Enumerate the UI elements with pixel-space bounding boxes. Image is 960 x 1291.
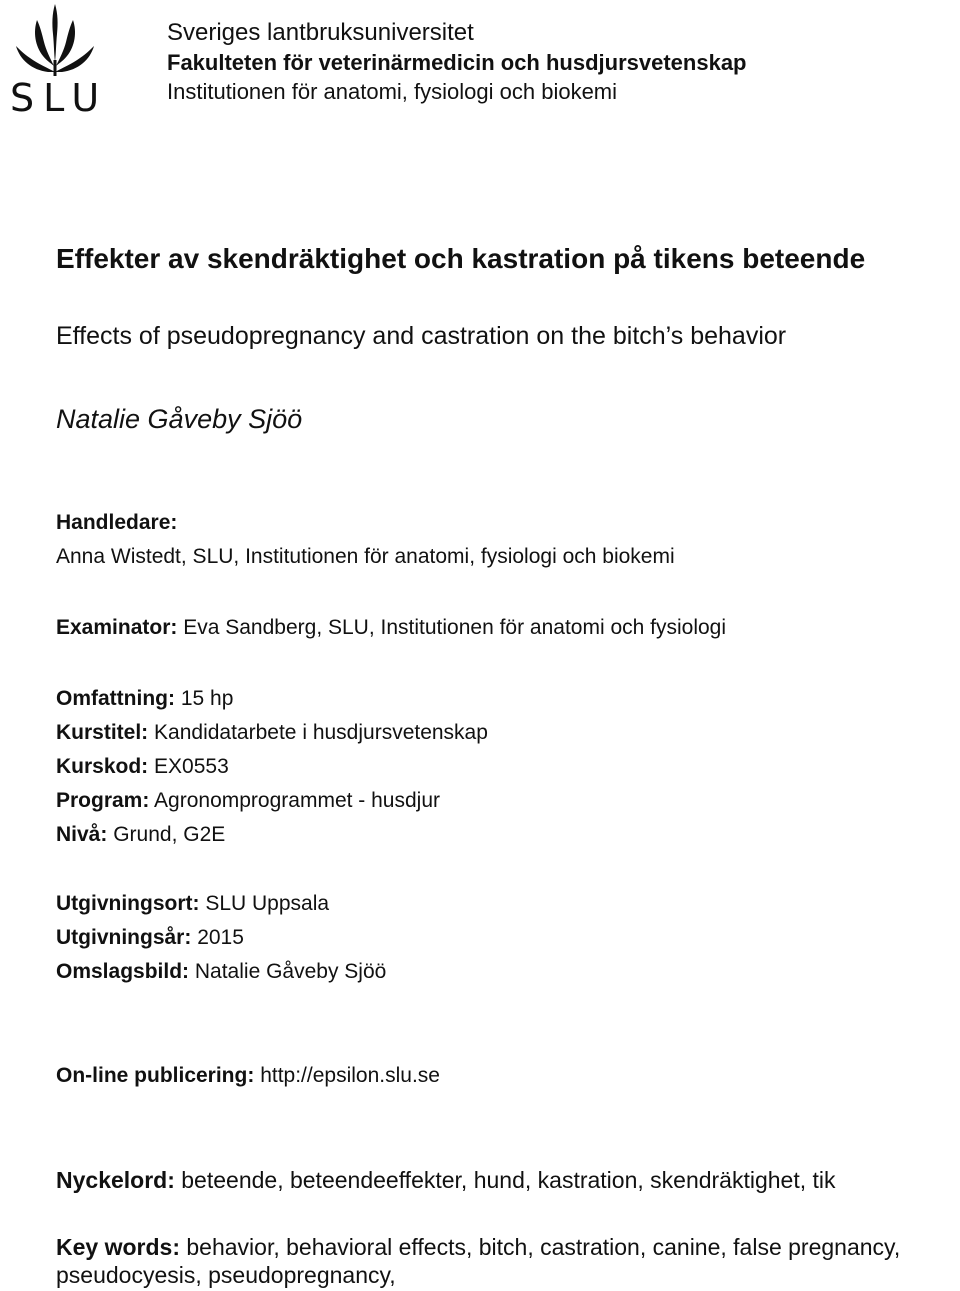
keywords-english-label: Key words: [56, 1234, 180, 1260]
examiner-row [56, 614, 726, 642]
publication-place-value: SLU Uppsala [205, 892, 330, 915]
course-title-label: Kurstitel: [56, 721, 149, 744]
supervisor-label: Handledare: [56, 511, 178, 534]
level-value: Grund, G2E [113, 823, 226, 846]
publication-year-value: 2015 [197, 926, 244, 949]
scope-row [56, 685, 233, 713]
cover-image-value: Natalie Gåveby Sjöö [194, 960, 387, 983]
keywords-swedish-row [56, 1165, 836, 1195]
thesis-title-english: Effects of pseudopregnancy and castration on the bitch’s behavior [56, 322, 787, 350]
faculty-name: Fakulteten för veterinärmedicin och husdjursvetenskap [167, 50, 747, 75]
examiner-value: Eva Sandberg, SLU, Institutionen för anatomi och fysiologi [183, 616, 727, 639]
publication-place-label: Utgivningsort: [56, 892, 200, 915]
university-name: Sveriges lantbruksuniversitet [167, 19, 474, 46]
online-publication-row [56, 1062, 440, 1090]
examiner-label: Examinator: [56, 616, 178, 639]
supervisor-value: Anna Wistedt, SLU, Institutionen för anatomi, fysiologi och biokemi [56, 545, 675, 568]
publication-year-row [56, 924, 244, 952]
course-code-value: EX0553 [154, 755, 229, 778]
course-title-row [56, 719, 488, 747]
scope-value: 15 hp [180, 687, 234, 710]
keywords-english-value-line1: behavior, behavioral effects, bitch, castration, canine, false pregnancy, [186, 1234, 901, 1260]
program-row [56, 787, 440, 815]
publication-year-label: Utgivningsår: [56, 926, 192, 949]
program-value: Agronomprogrammet - husdjur [154, 789, 440, 812]
keywords-english-value-line2: pseudocyesis, pseudopregnancy, [56, 1262, 396, 1288]
course-title-value: Kandidatarbete i husdjursvetenskap [154, 721, 488, 744]
course-code-label: Kurskod: [56, 755, 149, 778]
publication-place-row [56, 890, 329, 918]
keywords-english-row [56, 1232, 900, 1262]
scope-label: Omfattning: [56, 687, 175, 710]
department-name: Institutionen för anatomi, fysiologi och biokemi [167, 79, 618, 104]
course-code-row [56, 753, 229, 781]
cover-image-row [56, 958, 386, 986]
logo-wordmark: SLU [10, 76, 109, 120]
online-publication-link[interactable]: http://epsilon.slu.se [260, 1064, 440, 1087]
cover-image-label: Omslagsbild: [56, 960, 190, 983]
author-name: Natalie Gåveby Sjöö [56, 404, 303, 434]
online-publication-label: On-line publicering: [56, 1064, 255, 1087]
keywords-swedish-value: beteende, beteendeeffekter, hund, kastration, skendräktighet, tik [181, 1167, 836, 1193]
program-label: Program: [56, 789, 150, 812]
level-label: Nivå: [56, 823, 108, 846]
slu-logo [8, 2, 109, 122]
level-row [56, 821, 225, 849]
keywords-swedish-label: Nyckelord: [56, 1167, 175, 1193]
thesis-title-swedish: Effekter av skendräktighet och kastration på tikens beteende [56, 243, 866, 274]
